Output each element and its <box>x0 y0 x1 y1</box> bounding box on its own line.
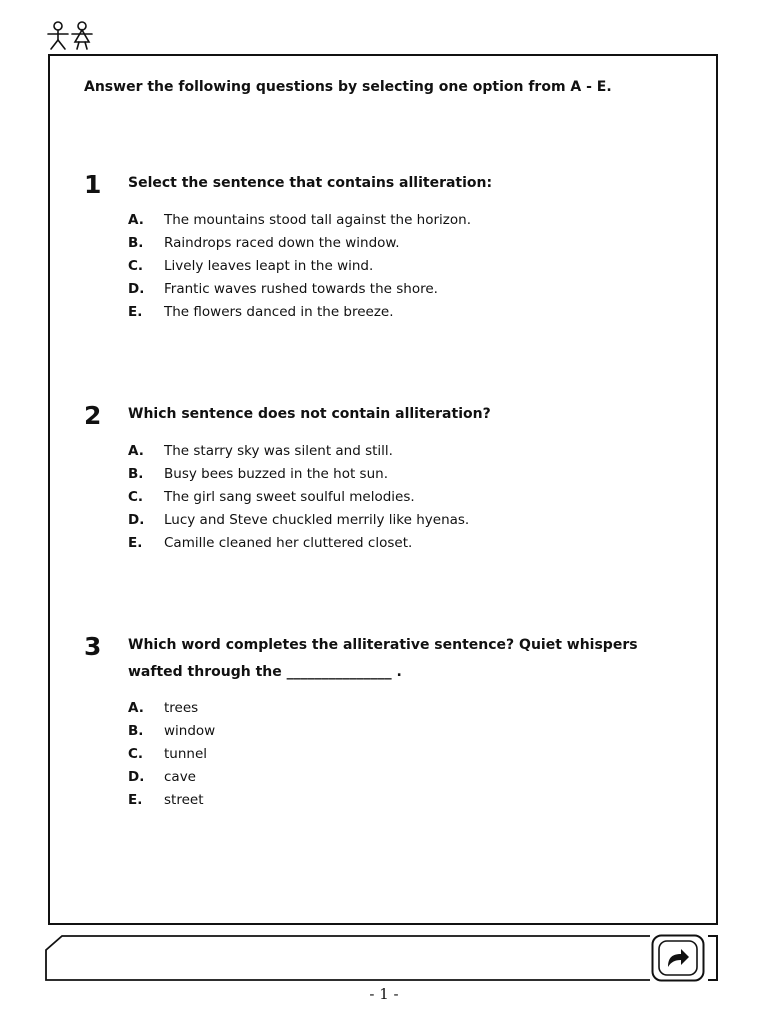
option-text: trees <box>164 700 199 716</box>
question-number: 3 <box>84 632 102 661</box>
question-text: Which sentence does not contain alliteration? <box>128 406 491 422</box>
option-letter: C. <box>128 746 144 762</box>
option-text: The mountains stood tall against the horizon. <box>164 212 471 228</box>
option-text: Camille cleaned her cluttered closet. <box>164 535 413 551</box>
option-text: Lively leaves leapt in the wind. <box>164 258 374 274</box>
question-text: Which word completes the alliterative sentence? Quiet whispers wafted through the _______________ . <box>128 637 638 680</box>
page-number: - 1 - <box>369 985 399 1003</box>
option-text: tunnel <box>164 746 208 762</box>
question-number: 2 <box>84 401 102 430</box>
option-letter: B. <box>128 466 144 482</box>
curved-arrow-right-icon <box>651 934 705 982</box>
instructions: Answer the following questions by selecting one option from A - E. <box>84 79 612 95</box>
stick-figures-logo-icon <box>44 20 100 52</box>
question-text: Select the sentence that contains alliteration: <box>128 175 493 191</box>
option-text: cave <box>164 769 196 785</box>
option-text: window <box>164 723 216 739</box>
question-number: 1 <box>84 170 102 199</box>
option-letter: E. <box>128 535 143 551</box>
footer-bar <box>44 934 684 982</box>
option-text: Busy bees buzzed in the hot sun. <box>164 466 388 482</box>
next-page-button[interactable] <box>651 934 705 982</box>
option-letter: C. <box>128 258 144 274</box>
option-letter: A. <box>128 443 144 459</box>
option-text: Lucy and Steve chuckled merrily like hyenas. <box>164 512 470 528</box>
option-letter: C. <box>128 489 144 505</box>
option-letter: E. <box>128 792 143 808</box>
option-text: The flowers danced in the breeze. <box>164 304 394 320</box>
option-text: Raindrops raced down the window. <box>164 235 400 251</box>
option-letter: B. <box>128 723 144 739</box>
option-text: The girl sang sweet soulful melodies. <box>164 489 415 505</box>
option-letter: D. <box>128 281 145 297</box>
footer-bracket <box>708 935 718 981</box>
option-letter: D. <box>128 769 145 785</box>
option-text: Frantic waves rushed towards the shore. <box>164 281 438 297</box>
option-letter: B. <box>128 235 144 251</box>
option-letter: D. <box>128 512 145 528</box>
option-text: The starry sky was silent and still. <box>164 443 393 459</box>
option-text: street <box>164 792 204 808</box>
option-letter: E. <box>128 304 143 320</box>
option-letter: A. <box>128 212 144 228</box>
option-letter: A. <box>128 700 144 716</box>
